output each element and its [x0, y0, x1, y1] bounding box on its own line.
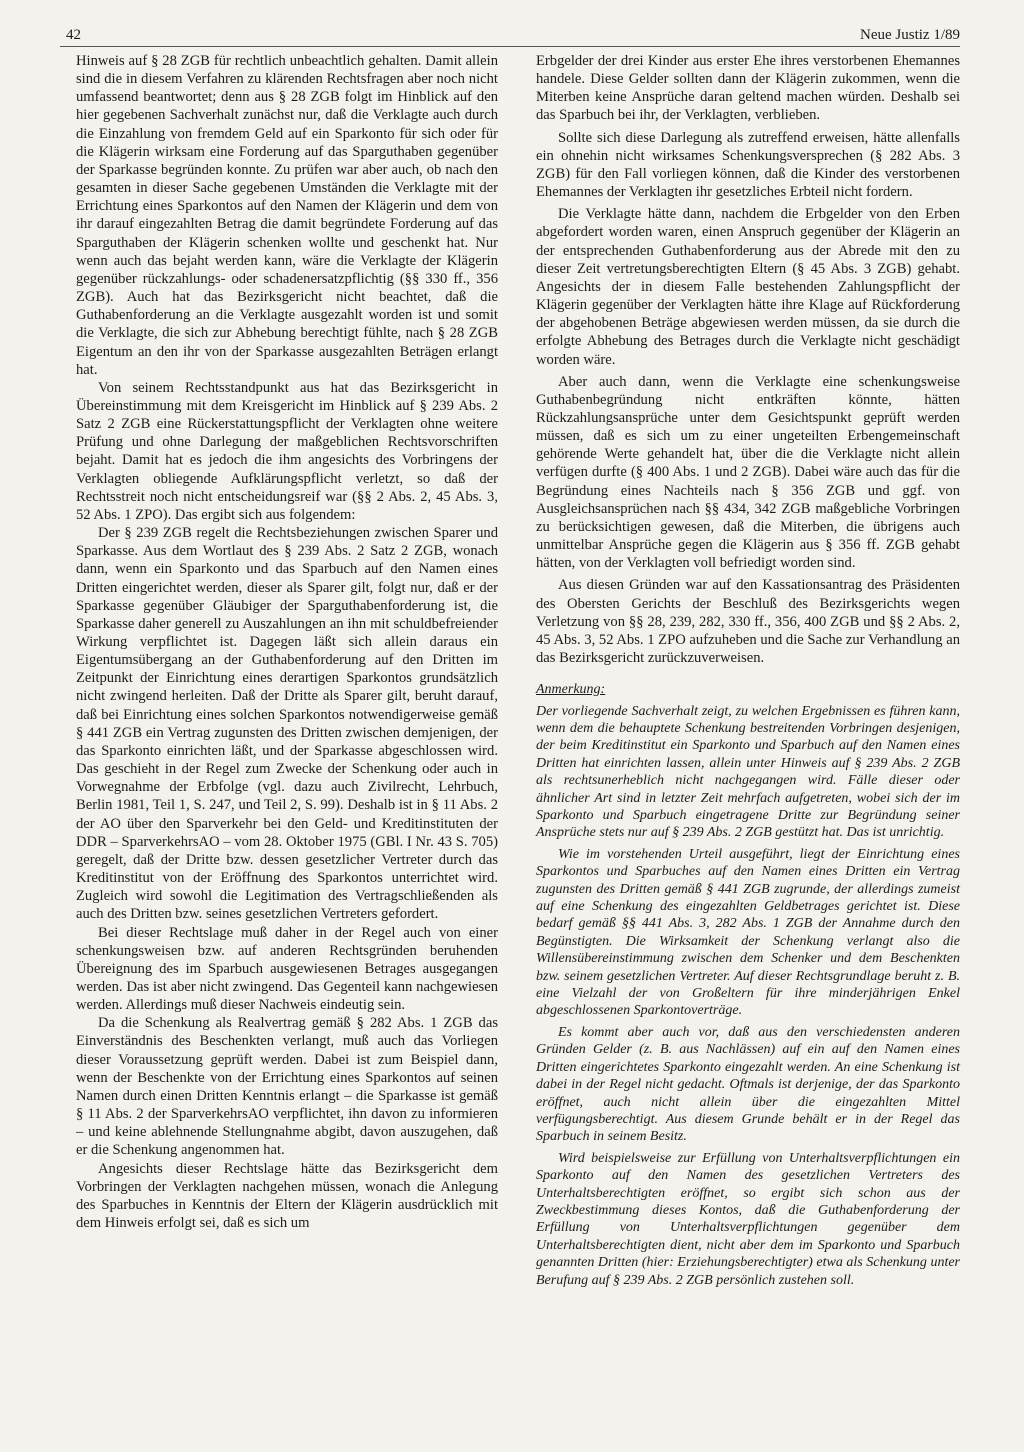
paragraph: Erbgelder der drei Kinder aus erster Ehe ihres verstorbenen Ehemannes handele. Diese Gelder sollten dann der Klägerin zukommen, wenn die Miterben keine Ansprüche daran geltend machen würden. Deshalb sei das Sparbuch bei ihr, der Verklagten, verblieben. — [536, 53, 960, 124]
left-column — [76, 52, 498, 1232]
page-header — [60, 16, 960, 44]
paragraph: Angesichts dieser Rechtslage hätte das Bezirksgericht dem Vorbringen der Verklagten nachgehen müssen, wonach die Anlegung des Sparbuches in Kenntnis der Eltern der Klägerin ausdrücklich mit dem Hinweis erfolgt sei, daß es sich um — [76, 1160, 498, 1231]
annotation-paragraph: Der vorliegende Sachverhalt zeigt, zu welchen Ergebnissen es führen kann, wenn dem die behauptete Schenkung bestreitenden Vorbringen desjenigen, der beim Kreditinstitut ein Sparkonto und Sparbuch auf den Namen eines Dritten hat einrichten lassen, allein unter Hinweis auf § 239 Abs. 2 ZGB als rechtsunerheblich nicht nachgegangen wird. Fälle dieser oder ähnlicher Art sind in letzter Zeit mehrfach aufgetreten, wobei sich der im Sparkonto und Sparbuch eingetragene Dritte zur Begründung seiner Ansprüche stets nur auf § 239 Abs. 2 ZGB gestützt hat. Das ist unrichtig. — [536, 703, 960, 841]
paragraph: Bei dieser Rechtslage muß daher in der Regel auch von einer schenkungsweisen bzw. auf anderen Rechtsgründen beruhenden Übereignung des im Sparbuch ausgewiesenen Betrages ausgegangen werden. Das ist aber nicht zwingend. Das Gegenteil kann nachgewiesen werden. Allerdings muß dieser Nachweis eindeutig sein. — [76, 924, 498, 1014]
header-rule — [60, 46, 960, 47]
page-number: 42 — [66, 27, 81, 43]
annotation-title: Anmerkung: — [536, 682, 606, 698]
right-column — [536, 52, 960, 1293]
journal-title: Neue Justiz 1/89 — [860, 27, 960, 43]
paragraph: Von seinem Rechtsstandpunkt aus hat das Bezirksgericht in Übereinstimmung mit dem Kreisgericht im Hinblick auf § 239 Abs. 2 Satz 2 ZGB eine Rückerstattungspflicht der Verklagten ohne weitere Prüfung und ohne Darlegung der maßgeblichen Rechtsvorschriften bejaht. Damit hat es jedoch die ihm angesichts des Vorbringens der Verklagten obliegende Aufklärungspflicht verletzt, so daß der Rechtsstreit noch nicht entscheidungsreif war (§§ 2 Abs. 2, 45 Abs. 3, 52 Abs. 1 ZPO). Das ergibt sich aus folgendem: — [76, 379, 498, 523]
annotation-paragraph: Wird beispielsweise zur Erfüllung von Unterhaltsverpflichtungen ein Sparkonto auf den Namen des gesetzlichen Vertreters des Unterhaltsberechtigten eröffnet, so ergibt sich schon aus der Zweckbestimmung dieses Kontos, daß die Guthabenforderung der Erfüllung von Unterhaltsverpflichtungen gegenüber dem Unterhaltsberechtigten dient, nicht aber dem im Sparkonto und Sparbuch genannten Dritten (hier: Erziehungsberechtigter) etwa als Schenkung unter Berufung auf § 239 Abs. 2 ZGB persönlich zustehen soll. — [536, 1150, 960, 1288]
paragraph: Der § 239 ZGB regelt die Rechtsbeziehungen zwischen Sparer und Sparkasse. Aus dem Wortlaut des § 239 Abs. 2 Satz 2 ZGB, wonach dann, wenn ein Sparkonto und das Sparbuch auf den Namen eines Dritten eingerichtet werden, dieser als Sparer gilt, folgt nur, daß er der Sparkasse gegenüber Gläubiger der Sparguthabenforderung ist, die Sparkasse daher generell zu Auszahlungen an ihn mit schuldbefreiender Wirkung verpflichtet ist. Dagegen läßt sich allein daraus ein Eigentumsübergang an der Guthabenforderung auf den Dritten im Zeitpunkt der Einrichtung eines derartigen Sparkontos grundsätzlich nicht zwingend herleiten. Daß der Dritte als Sparer gilt, beruht darauf, daß bei Einrichtung eines solchen Sparkontos notwendigerweise gemäß § 441 ZGB ein Vertrag zugunsten des Dritten zwischen demjenigen, der das Sparkonto einrichten läßt, und der Sparkasse abgeschlossen wird. Das geschieht in der Regel zum Zwecke der Schenkung oder auch in Vorwegnahme der Erbfolge (vgl. dazu auch Zivilrecht, Lehrbuch, Berlin 1981, Teil 1, S. 247, und Teil 2, S. 99). Deshalb ist in § 11 Abs. 2 der AO über den Sparverkehr bei den Geld- und Kreditinstituten der DDR – SparverkehrsAO – vom 28. Oktober 1975 (GBl. I Nr. 43 S. 705) geregelt, daß der Dritte bzw. dessen gesetzlicher Vertreter durch das Kreditinstitut von der Eröffnung des Sparkontos unterrichtet wird. Zugleich wird sowohl die Legitimation des Vertragschließenden als auch des Dritten bzw. seines gesetzlichen Vertreters gefordert. — [76, 525, 498, 923]
annotation-section — [536, 681, 960, 1289]
paragraph: Hinweis auf § 28 ZGB für rechtlich unbeachtlich gehalten. Damit allein sind die in diesem Verfahren zu klärenden Rechtsfragen aber noch nicht umfassend beantwortet; denn aus § 28 ZGB folgt im Hinblick auf den hier gegebenen Sachverhalt zunächst nur, daß die Verklagte auch durch die Einzahlung von fremdem Geld auf ein Sparkonto für sich oder für die Klägerin wirksam eine Forderung auf das Sparguthaben gegenüber der Sparkasse begründen konnte. Zu prüfen war aber auch, ob nach den gesamten in dieser Sache gegebenen Umständen die Verklagte mit der Errichtung eines Sparkontos auf den Namen der Klägerin und dem von ihr darauf eingezahlten Betrag die damit begründete Forderung auf das Sparguthaben der Klägerin schenken wollte und geschenkt hat. Nur wenn auch das bejaht werden kann, wäre die Verklagte der Klägerin gegenüber rückzahlungs- oder schadenersatzpflichtig (§§ 330 ff., 356 ZGB). Auch hat das Bezirksgericht nicht beachtet, daß die Guthabenforderung an die Verklagte ausgezahlt worden ist und somit die Verklagte, die sich zur Abhebung berechtigt fühlte, nach § 28 ZGB Eigentum an den ihr von der Sparkasse ausgezahlten Beträgen erlangt hat. — [76, 53, 498, 378]
paragraph: Da die Schenkung als Realvertrag gemäß § 282 Abs. 1 ZGB das Einverständnis des Beschenkten verlangt, muß auch das Vorliegen dieser Voraussetzung geprüft werden. Dabei ist zum Beispiel dann, wenn der Beschenkte von der Errichtung eines Sparkontos auf seinen Namen durch einen Dritten Kenntnis erlangt – die Sparkasse ist gemäß § 11 Abs. 2 der SparverkehrsAO verpflichtet, ihn davon zu informieren – und keine ablehnende Stellungnahme abgibt, davon auszugehen, daß er die Schenkung angenommen hat. — [76, 1015, 498, 1159]
paragraph: Aber auch dann, wenn die Verklagte eine schenkungsweise Guthabenbegründung nicht entkräften könnte, hätten Rückzahlungsansprüche unter dem Gesichtspunkt geprüft werden müssen, daß es sich um zu einer ungeteilten Erbengemeinschaft gehörende Werte gehandelt hat, über die die Verklagte nicht allein verfügen durfte (§ 400 Abs. 1 und 2 ZGB). Dabei wäre auch das für die Begründung eines Nachteils nach § 356 ZGB und ggf. von Ausgleichsansprüchen nach §§ 434, 342 ZGB maßgebliche Vorbringen zu berücksichtigen gewesen, daß die Miterben, die übrigens auch unmittelbar Ansprüche gegen die Klägerin aus § 356 ff. ZGB gehabt hätten, von der Verklagten voll befriedigt worden sind. — [536, 373, 960, 572]
paragraph: Die Verklagte hätte dann, nachdem die Erbgelder von den Erben abgefordert worden waren, einen Anspruch gegenüber der Klägerin an der entsprechenden Guthabenforderung aus der Abrede mit den zu dieser Zeit vertretungsberechtigten Eltern (§ 45 Abs. 3 ZGB) gehabt. Angesichts der in diesem Falle bestehenden Zahlungspflicht der Klägerin gegenüber der Verklagten hätte ihre Klage auf Rückforderung der abgehobenen Beträge abgewiesen werden müssen, da sie durch die erfolgte Abhebung des Betrages durch die Verklagte nicht geschädigt worden wäre. — [536, 206, 960, 368]
paragraph: Aus diesen Gründen war auf den Kassationsantrag des Präsidenten des Obersten Gerichts der Beschluß des Bezirksgerichts wegen Verletzung von §§ 28, 239, 282, 330 ff., 356, 400 ZGB und §§ 2 Abs. 2, 45 Abs. 3, 52 Abs. 1 ZPO aufzuheben und die Sache zur Verhandlung an das Bezirksgericht zurückzuverweisen. — [536, 577, 960, 666]
paragraph: Sollte sich diese Darlegung als zutreffend erweisen, hätte allenfalls ein ohnehin nicht wirksames Schenkungsversprechen (§ 282 Abs. 3 ZGB) für den Fall vorliegen können, daß die Kinder des verstorbenen Ehemannes der Verklagten ihr gesetzliches Erbteil nicht fordern. — [536, 129, 960, 201]
annotation-paragraph: Wie im vorstehenden Urteil ausgeführt, liegt der Einrichtung eines Sparkontos und Sparbuches auf den Namen eines Dritten ein Vertrag zugunsten des Dritten gemäß § 441 ZGB zugrunde, der allerdings zumeist auf eine Schenkung des eingezahlten Geldbetrages gerichtet ist. Diese bedarf gemäß §§ 441 Abs. 3, 282 Abs. 1 ZGB der Annahme durch den Begünstigten. Die Wirksamkeit der Schenkung verlangt also die Willensübereinstimmung zwischen dem Schenker und dem Beschenkten bzw. seinem gesetzlichen Vertreter. Auf dieser Rechtsgrundlage beruht z. B. eine Vielzahl der von Großeltern für ihre minderjährigen Enkel abgeschlossenen Sparkontoverträge. — [536, 846, 960, 1019]
annotation-paragraph: Es kommt aber auch vor, daß aus den verschiedensten anderen Gründen Gelder (z. B. aus Nachlässen) auf ein auf den Namen eines Dritten eingerichtetes Sparkonto eingezahlt werden. An eine Schenkung ist dabei in der Regel nicht gedacht. Oftmals ist derjenige, der das Sparkonto eröffnet, auch nicht allein über die eingezahlten Mittel verfügungsberechtigt. Aus diesem Grunde behält er in der Regel das Sparbuch in seinem Besitz. — [536, 1024, 960, 1145]
